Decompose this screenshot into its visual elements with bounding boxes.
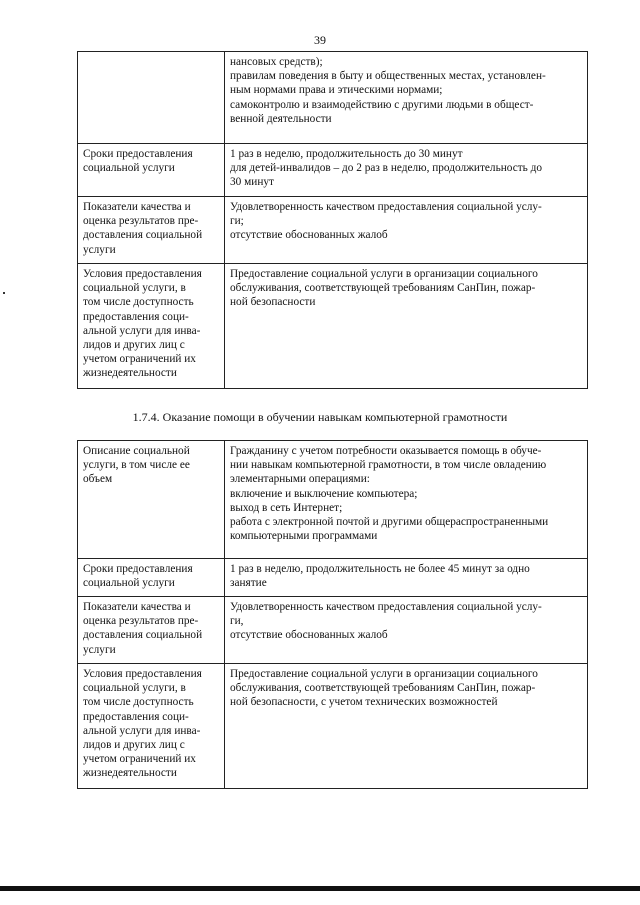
label-line: социальной услуги, в <box>83 282 186 295</box>
row-label-cell <box>78 559 225 597</box>
label-line: предоставления соци- <box>83 310 189 323</box>
label-line: услуги <box>83 243 116 256</box>
label-line: социальной услуги <box>83 162 175 175</box>
row-label-cell <box>78 144 225 197</box>
value-line: включение и выключение компьютера; <box>230 487 418 500</box>
label-line: Показатели качества и <box>83 201 191 213</box>
label-line: учетом ограничений их <box>83 353 196 366</box>
value-line: Удовлетворенность качеством предоставления социальной услу- <box>230 201 542 213</box>
row-value-cell <box>225 597 588 664</box>
row-value-cell <box>225 52 588 144</box>
table-row <box>78 597 588 664</box>
service-table-1 <box>77 51 588 389</box>
value-line: Предоставление социальной услуги в организации социального <box>230 668 538 680</box>
row-value-cell <box>225 559 588 597</box>
label-line: альной услуги для инва- <box>83 324 201 337</box>
value-line: занятие <box>230 577 267 590</box>
label-line: Сроки предоставления <box>83 148 193 160</box>
table-row <box>78 144 588 197</box>
row-label-cell <box>78 664 225 789</box>
table-row <box>78 52 588 144</box>
row-label-cell <box>78 52 225 144</box>
value-line: 1 раз в неделю, продолжительность не более 45 минут за одно <box>230 563 530 575</box>
row-label-cell <box>78 264 225 389</box>
label-line: том числе доступность <box>83 696 194 709</box>
label-line: социальной услуги, в <box>83 682 186 695</box>
row-label-cell <box>78 597 225 664</box>
value-line: отсутствие обоснованных жалоб <box>230 629 388 642</box>
label-line: Условия предоставления <box>83 668 202 680</box>
section-heading: 1.7.4. Оказание помощи в обучении навыкам компьютерной грамотности <box>132 410 508 424</box>
value-line: Гражданину с учетом потребности оказывается помощь в обуче- <box>230 445 542 457</box>
label-line: предоставления соци- <box>83 710 189 723</box>
value-line: для детей-инвалидов – до 2 раз в неделю, продолжительность до <box>230 162 543 175</box>
label-line: жизнедеятельности <box>83 367 177 380</box>
label-line: Показатели качества и <box>83 601 191 613</box>
value-line: ным нормами права и этическими нормами; <box>230 84 443 97</box>
label-line: Условия предоставления <box>83 268 202 280</box>
row-label-cell <box>78 197 225 264</box>
label-line: доставления социальной <box>83 629 203 642</box>
value-line: обслуживания, соответствующей требованиям СанПин, пожар- <box>230 282 536 295</box>
row-value-cell <box>225 197 588 264</box>
value-line: выход в сеть Интернет; <box>230 501 343 514</box>
value-line: правилам поведения в быту и общественных местах, установлен- <box>230 70 546 83</box>
row-label-cell <box>78 441 225 559</box>
row-value-cell <box>225 441 588 559</box>
value-line: 30 минут <box>230 176 274 189</box>
value-line: нансовых средств); <box>230 56 323 68</box>
value-line: ной безопасности, с учетом технических возможностей <box>230 696 498 709</box>
row-value-cell <box>225 144 588 197</box>
value-line: ги; <box>230 215 244 228</box>
value-line: Удовлетворенность качеством предоставления социальной услу- <box>230 601 542 613</box>
label-line: услуги, в том числе ее <box>83 459 190 472</box>
row-value-cell <box>225 664 588 789</box>
table-row <box>78 197 588 264</box>
label-line: доставления социальной <box>83 229 203 242</box>
value-line: ги, <box>230 615 244 628</box>
label-line: том числе доступность <box>83 296 194 309</box>
label-line: лидов и других лиц с <box>83 339 185 352</box>
table-row <box>78 441 588 559</box>
value-line: обслуживания, соответствующей требованиям СанПин, пожар- <box>230 682 536 695</box>
scan-speck <box>3 292 5 294</box>
label-line: оценка результатов пре- <box>83 215 199 228</box>
label-line: социальной услуги <box>83 577 175 590</box>
value-line: венной деятельности <box>230 112 332 125</box>
label-line: объем <box>83 473 113 486</box>
label-line: лидов и других лиц с <box>83 739 185 752</box>
value-line: элементарными операциями: <box>230 473 370 486</box>
value-line: 1 раз в неделю, продолжительность до 30 минут <box>230 148 463 160</box>
label-line: услуги <box>83 643 116 656</box>
label-line: жизнедеятельности <box>83 767 177 780</box>
label-line: Сроки предоставления <box>83 563 193 575</box>
value-line: работа с электронной почтой и другими общераспространенными <box>230 516 549 529</box>
label-line: учетом ограничений их <box>83 753 196 766</box>
label-line: оценка результатов пре- <box>83 615 199 628</box>
table-row <box>78 264 588 389</box>
value-line: ной безопасности <box>230 296 316 309</box>
table-row <box>78 664 588 789</box>
table-row <box>78 559 588 597</box>
page-number: 39 <box>314 33 326 47</box>
value-line: компьютерными программами <box>230 530 378 543</box>
service-table-2 <box>77 440 588 789</box>
label-line: Описание социальной <box>83 445 190 457</box>
value-line: самоконтролю и взаимодействию с другими людьми в общест- <box>230 98 534 111</box>
page-bottom-edge <box>0 886 640 891</box>
label-line: альной услуги для инва- <box>83 724 201 737</box>
value-line: Предоставление социальной услуги в организации социального <box>230 268 538 280</box>
value-line: нии навыкам компьютерной грамотности, в том числе овладению <box>230 459 547 472</box>
value-line: отсутствие обоснованных жалоб <box>230 229 388 242</box>
row-value-cell <box>225 264 588 389</box>
